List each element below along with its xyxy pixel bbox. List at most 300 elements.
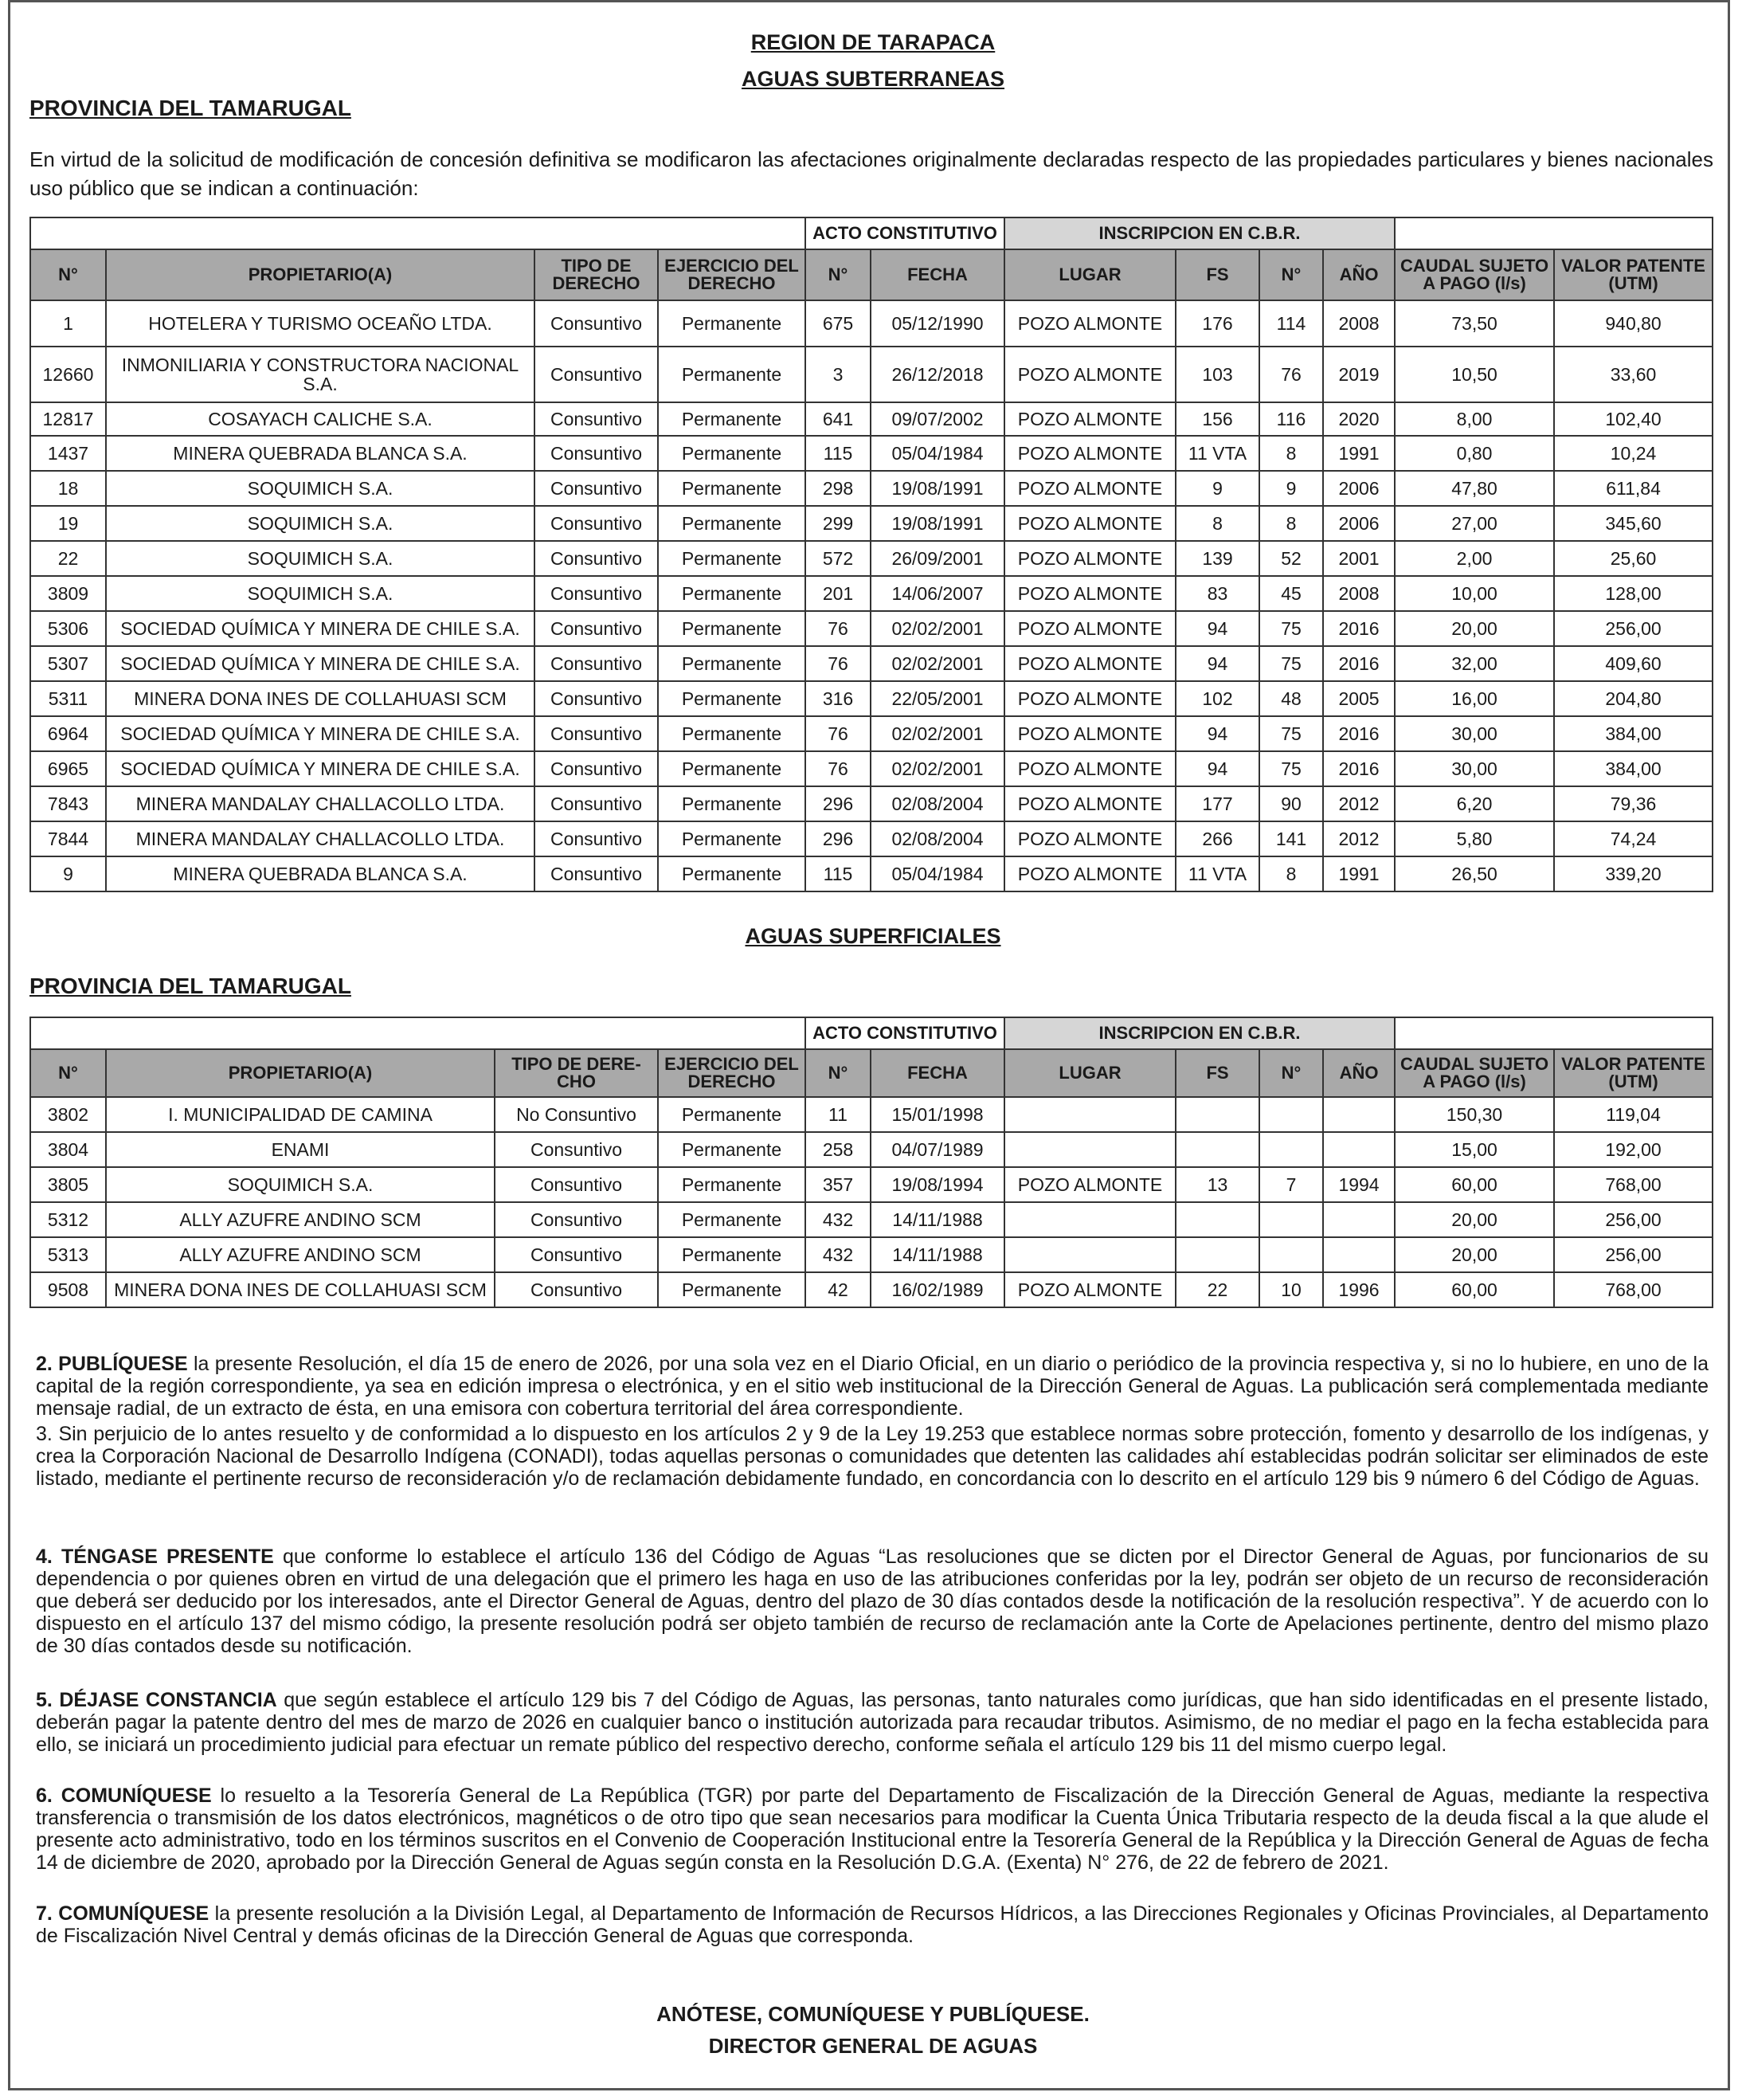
col-lugar: LUGAR bbox=[1004, 1049, 1176, 1097]
cell-ejercicio: Permanente bbox=[658, 402, 805, 436]
cell-valor: 119,04 bbox=[1554, 1097, 1713, 1132]
cell-acto-n: 3 bbox=[805, 347, 871, 402]
cell-acto-n: 675 bbox=[805, 300, 871, 347]
cell-tipo: Consuntivo bbox=[534, 576, 658, 611]
cell-propietario: SOQUIMICH S.A. bbox=[106, 1167, 495, 1202]
cell-fs: 13 bbox=[1176, 1167, 1259, 1202]
cell-anio: 2020 bbox=[1323, 402, 1395, 436]
cell-caudal: 8,00 bbox=[1395, 402, 1554, 436]
cell-acto-n: 316 bbox=[805, 681, 871, 716]
cell-valor: 74,24 bbox=[1554, 821, 1713, 856]
cell-tipo: Consuntivo bbox=[534, 786, 658, 821]
cell-lugar: POZO ALMONTE bbox=[1004, 646, 1176, 681]
cell-lugar: POZO ALMONTE bbox=[1004, 751, 1176, 786]
paragraph-6-body: lo resuelto a la Tesorería General de La República (TGR) por parte del Departamento de Fiscalización de la Dirección General de Aguas, mediante la respectiva transferencia o transmisión de los datos electrónicos, magnéticos o de otro tipo que sean necesarios para modificar la Cuenta Única Tributaria respecto de la deuda fiscal a la que alude el presente acto administrativo, todo en los términos suscritos en el Convenio de Cooperación Institucional entre la Tesorería General de la República y la Dirección General de Aguas de fecha 14 de diciembre de 2020, aprobado por la Dirección General de Aguas según consta en la Resolución D.G.A. (Exenta) N° 276, de 22 de febrero de 2021. bbox=[36, 1785, 1709, 1874]
col-lugar: LUGAR bbox=[1004, 249, 1176, 300]
cell-fs: 11 VTA bbox=[1176, 856, 1259, 891]
cell-tipo: No Consuntivo bbox=[495, 1097, 658, 1132]
cell-fecha: 16/02/1989 bbox=[871, 1272, 1004, 1307]
cell-fecha: 04/07/1989 bbox=[871, 1132, 1004, 1167]
cell-ejercicio: Permanente bbox=[658, 1202, 805, 1237]
cell-ejercicio: Permanente bbox=[658, 1167, 805, 1202]
cell-fecha: 02/08/2004 bbox=[871, 821, 1004, 856]
cell-tipo: Consuntivo bbox=[495, 1132, 658, 1167]
cell-ejercicio: Permanente bbox=[658, 646, 805, 681]
cell-caudal: 60,00 bbox=[1395, 1167, 1554, 1202]
cell-n: 9 bbox=[30, 856, 106, 891]
cell-caudal: 10,00 bbox=[1395, 576, 1554, 611]
cell-anio: 2008 bbox=[1323, 300, 1395, 347]
table-row bbox=[30, 541, 1713, 576]
cell-propietario: MINERA QUEBRADA BLANCA S.A. bbox=[106, 856, 534, 891]
cell-lugar: POZO ALMONTE bbox=[1004, 471, 1176, 506]
cell-valor: 384,00 bbox=[1554, 716, 1713, 751]
cell-anio: 1991 bbox=[1323, 856, 1395, 891]
cell-anio: 2006 bbox=[1323, 506, 1395, 541]
cell-acto-n: 299 bbox=[805, 506, 871, 541]
cell-fs: 103 bbox=[1176, 347, 1259, 402]
table-row bbox=[30, 1132, 1713, 1167]
intro-paragraph: En virtud de la solicitud de modificación de concesión definitiva se modificaron las afectaciones originalmente declaradas respecto de las propiedades particulares y bienes nacionales uso público que se indican a continuación: bbox=[29, 147, 1713, 200]
cell-anio: 2016 bbox=[1323, 751, 1395, 786]
cell-acto-n: 296 bbox=[805, 821, 871, 856]
paragraph-7 bbox=[36, 1902, 1709, 1947]
cell-n: 18 bbox=[30, 471, 106, 506]
cell-ejercicio: Permanente bbox=[658, 821, 805, 856]
cell-fs bbox=[1176, 1132, 1259, 1167]
paragraph-4-lead: 4. TÉNGASE PRESENTE bbox=[36, 1546, 274, 1568]
cell-lugar: POZO ALMONTE bbox=[1004, 347, 1176, 402]
cell-propietario: SOQUIMICH S.A. bbox=[106, 471, 534, 506]
cell-cbr-n bbox=[1259, 1202, 1323, 1237]
cell-fs: 22 bbox=[1176, 1272, 1259, 1307]
cell-tipo: Consuntivo bbox=[495, 1167, 658, 1202]
cell-propietario: SOCIEDAD QUÍMICA Y MINERA DE CHILE S.A. bbox=[106, 611, 534, 646]
cell-acto-n: 432 bbox=[805, 1237, 871, 1272]
cell-caudal: 30,00 bbox=[1395, 751, 1554, 786]
cell-acto-n: 76 bbox=[805, 646, 871, 681]
cell-fs: 9 bbox=[1176, 471, 1259, 506]
cell-lugar: POZO ALMONTE bbox=[1004, 681, 1176, 716]
cell-n: 3802 bbox=[30, 1097, 106, 1132]
table-row bbox=[30, 681, 1713, 716]
cell-tipo: Consuntivo bbox=[534, 856, 658, 891]
paragraph-7-lead: 7. COMUNÍQUESE bbox=[36, 1902, 209, 1925]
cell-valor: 10,24 bbox=[1554, 436, 1713, 471]
paragraph-2 bbox=[36, 1353, 1709, 1420]
cell-acto-n: 76 bbox=[805, 716, 871, 751]
cell-ejercicio: Permanente bbox=[658, 576, 805, 611]
cell-n: 3805 bbox=[30, 1167, 106, 1202]
cell-caudal: 20,00 bbox=[1395, 1202, 1554, 1237]
cell-caudal: 20,00 bbox=[1395, 1237, 1554, 1272]
paragraph-5-lead: 5. DÉJASE CONSTANCIA bbox=[36, 1689, 277, 1711]
cell-fecha: 05/04/1984 bbox=[871, 856, 1004, 891]
cell-lugar bbox=[1004, 1237, 1176, 1272]
paragraph-4-body: que conforme lo establece el artículo 136 del Código de Aguas “Las resoluciones que se dicten por el Director General de Aguas, por funcionarios de su dependencia o por quienes obren en virtud de una delegación que el primero les haga en uso de las atribuciones conferidas por la ley, podrán ser objeto de un recurso de reconsideración que deberá ser deducido por los interesados, ante el Director General de Aguas, dentro del plazo de 30 días contados desde la notificación de la resolución respectiva”. Y de acuerdo con lo dispuesto en el artículo 137 del mismo código, la presente resolución podrá ser objeto también de recurso de reclamación ante la Corte de Apelaciones pertinente, dentro del mismo plazo de 30 días contados desde su notificación. bbox=[36, 1546, 1709, 1657]
cell-acto-n: 432 bbox=[805, 1202, 871, 1237]
cell-valor: 128,00 bbox=[1554, 576, 1713, 611]
cell-caudal: 2,00 bbox=[1395, 541, 1554, 576]
cell-ejercicio: Permanente bbox=[658, 541, 805, 576]
cell-lugar: POZO ALMONTE bbox=[1004, 716, 1176, 751]
cell-lugar: POZO ALMONTE bbox=[1004, 436, 1176, 471]
col-n: N° bbox=[30, 249, 106, 300]
cell-valor: 345,60 bbox=[1554, 506, 1713, 541]
cell-valor: 339,20 bbox=[1554, 856, 1713, 891]
cell-cbr-n: 141 bbox=[1259, 821, 1323, 856]
col-caudal: CAUDAL SUJETO A PAGO (l/s) bbox=[1395, 249, 1554, 300]
superficiales-rows bbox=[30, 1097, 1713, 1307]
cell-lugar bbox=[1004, 1097, 1176, 1132]
cell-fecha: 02/08/2004 bbox=[871, 786, 1004, 821]
col-ejercicio: EJERCICIO DEL DERECHO bbox=[658, 1049, 805, 1097]
cell-cbr-n: 9 bbox=[1259, 471, 1323, 506]
col-fs: FS bbox=[1176, 249, 1259, 300]
paragraph-2-body: la presente Resolución, el día 15 de enero de 2026, por una sola vez en el Diario Oficial, en un diario o periódico de la provincia respectiva y, si no lo hubiere, en uno de la capital de la región correspondiente, ya sea en edición impresa o electrónica, y en el sitio web institucional de la Dirección General de Aguas. La publicación será complementada mediante mensaje radial, de un extracto de ésta, en una emisora con cobertura territorial del área correspondiente. bbox=[36, 1353, 1709, 1420]
cell-anio: 2019 bbox=[1323, 347, 1395, 402]
col-valor: VALOR PATENTE (UTM) bbox=[1554, 1049, 1713, 1097]
cell-propietario: MINERA DONA INES DE COLLAHUASI SCM bbox=[106, 1272, 495, 1307]
cell-propietario: SOCIEDAD QUÍMICA Y MINERA DE CHILE S.A. bbox=[106, 646, 534, 681]
cell-caudal: 73,50 bbox=[1395, 300, 1554, 347]
cell-n: 9508 bbox=[30, 1272, 106, 1307]
cell-fecha: 02/02/2001 bbox=[871, 751, 1004, 786]
cell-fs: 83 bbox=[1176, 576, 1259, 611]
col-cbr-n: N° bbox=[1259, 249, 1323, 300]
cell-lugar bbox=[1004, 1132, 1176, 1167]
cell-ejercicio: Permanente bbox=[658, 856, 805, 891]
col-valor: VALOR PATENTE (UTM) bbox=[1554, 249, 1713, 300]
cell-lugar: POZO ALMONTE bbox=[1004, 786, 1176, 821]
cell-anio: 2006 bbox=[1323, 471, 1395, 506]
paragraph-5 bbox=[36, 1689, 1709, 1756]
cell-anio: 1991 bbox=[1323, 436, 1395, 471]
paragraph-4 bbox=[36, 1546, 1709, 1657]
cell-propietario: ALLY AZUFRE ANDINO SCM bbox=[106, 1237, 495, 1272]
cell-lugar: POZO ALMONTE bbox=[1004, 402, 1176, 436]
cell-cbr-n bbox=[1259, 1237, 1323, 1272]
cell-n: 5306 bbox=[30, 611, 106, 646]
cell-cbr-n: 116 bbox=[1259, 402, 1323, 436]
table-row bbox=[30, 471, 1713, 506]
cell-cbr-n: 75 bbox=[1259, 611, 1323, 646]
cell-tipo: Consuntivo bbox=[495, 1202, 658, 1237]
cell-acto-n: 258 bbox=[805, 1132, 871, 1167]
cell-ejercicio: Permanente bbox=[658, 751, 805, 786]
blank-group-header bbox=[1395, 1017, 1713, 1049]
col-tipo: TIPO DE DERE-CHO bbox=[495, 1049, 658, 1097]
cell-anio: 2016 bbox=[1323, 611, 1395, 646]
closing-line-2: DIRECTOR GENERAL DE AGUAS bbox=[708, 2034, 1038, 2058]
cell-lugar: POZO ALMONTE bbox=[1004, 300, 1176, 347]
cell-caudal: 15,00 bbox=[1395, 1132, 1554, 1167]
cell-anio: 2008 bbox=[1323, 576, 1395, 611]
cell-propietario: MINERA QUEBRADA BLANCA S.A. bbox=[106, 436, 534, 471]
cell-ejercicio: Permanente bbox=[658, 1272, 805, 1307]
table-row bbox=[30, 1272, 1713, 1307]
cell-propietario: SOCIEDAD QUÍMICA Y MINERA DE CHILE S.A. bbox=[106, 751, 534, 786]
cell-cbr-n: 7 bbox=[1259, 1167, 1323, 1202]
cell-fecha: 05/12/1990 bbox=[871, 300, 1004, 347]
table-row bbox=[30, 1237, 1713, 1272]
cell-fecha: 02/02/2001 bbox=[871, 646, 1004, 681]
col-fecha: FECHA bbox=[871, 249, 1004, 300]
cell-valor: 33,60 bbox=[1554, 347, 1713, 402]
col-fs: FS bbox=[1176, 1049, 1259, 1097]
cell-fs: 8 bbox=[1176, 506, 1259, 541]
cell-ejercicio: Permanente bbox=[658, 347, 805, 402]
cell-cbr-n: 75 bbox=[1259, 716, 1323, 751]
table-row bbox=[30, 576, 1713, 611]
paragraph-6-lead: 6. COMUNÍQUESE bbox=[36, 1785, 212, 1807]
cell-valor: 102,40 bbox=[1554, 402, 1713, 436]
cell-caudal: 26,50 bbox=[1395, 856, 1554, 891]
superficiales-table bbox=[29, 1017, 1713, 1308]
cell-n: 6965 bbox=[30, 751, 106, 786]
table-row bbox=[30, 856, 1713, 891]
acto-constitutivo-header: ACTO CONSTITUTIVO bbox=[805, 1017, 1004, 1049]
cell-fs: 177 bbox=[1176, 786, 1259, 821]
closing-line-1: ANÓTESE, COMUNÍQUESE Y PUBLÍQUESE. bbox=[656, 2002, 1090, 2026]
cell-anio bbox=[1323, 1097, 1395, 1132]
table-row bbox=[30, 611, 1713, 646]
cell-valor: 204,80 bbox=[1554, 681, 1713, 716]
cell-anio: 1996 bbox=[1323, 1272, 1395, 1307]
cell-caudal: 0,80 bbox=[1395, 436, 1554, 471]
cell-n: 5312 bbox=[30, 1202, 106, 1237]
cell-n: 19 bbox=[30, 506, 106, 541]
cell-caudal: 60,00 bbox=[1395, 1272, 1554, 1307]
cell-ejercicio: Permanente bbox=[658, 611, 805, 646]
col-anio: AÑO bbox=[1323, 1049, 1395, 1097]
cell-propietario: I. MUNICIPALIDAD DE CAMINA bbox=[106, 1097, 495, 1132]
cell-valor: 192,00 bbox=[1554, 1132, 1713, 1167]
cell-fs: 11 VTA bbox=[1176, 436, 1259, 471]
cell-anio: 2016 bbox=[1323, 716, 1395, 751]
cell-tipo: Consuntivo bbox=[534, 716, 658, 751]
table-row bbox=[30, 1202, 1713, 1237]
cell-fs bbox=[1176, 1097, 1259, 1132]
paragraph-2-lead: 2. PUBLÍQUESE bbox=[36, 1353, 188, 1375]
cell-fs bbox=[1176, 1202, 1259, 1237]
paragraph-7-body: la presente resolución a la División Legal, al Departamento de Información de Recursos Hídricos, a las Direcciones Regionales y Oficinas Provinciales, al Departamento de Fiscalización Nivel Central y demás oficinas de la Dirección General de Aguas que corresponda. bbox=[36, 1902, 1709, 1947]
subterraneas-table bbox=[29, 217, 1713, 892]
cell-propietario: ENAMI bbox=[106, 1132, 495, 1167]
cell-tipo: Consuntivo bbox=[534, 402, 658, 436]
cell-lugar: POZO ALMONTE bbox=[1004, 611, 1176, 646]
cell-caudal: 6,20 bbox=[1395, 786, 1554, 821]
table-row bbox=[30, 1167, 1713, 1202]
cell-n: 3804 bbox=[30, 1132, 106, 1167]
cell-n: 3809 bbox=[30, 576, 106, 611]
cell-lugar: POZO ALMONTE bbox=[1004, 506, 1176, 541]
cell-caudal: 27,00 bbox=[1395, 506, 1554, 541]
province-heading-1: PROVINCIA DEL TAMARUGAL bbox=[29, 96, 351, 120]
cell-anio: 1994 bbox=[1323, 1167, 1395, 1202]
cell-fecha: 15/01/1998 bbox=[871, 1097, 1004, 1132]
cell-cbr-n bbox=[1259, 1132, 1323, 1167]
table-row bbox=[30, 786, 1713, 821]
cell-cbr-n: 114 bbox=[1259, 300, 1323, 347]
cell-n: 12660 bbox=[30, 347, 106, 402]
subterraneas-rows bbox=[30, 300, 1713, 891]
cell-fs: 94 bbox=[1176, 646, 1259, 681]
cell-cbr-n bbox=[1259, 1097, 1323, 1132]
cell-ejercicio: Permanente bbox=[658, 506, 805, 541]
cell-cbr-n: 76 bbox=[1259, 347, 1323, 402]
cell-valor: 768,00 bbox=[1554, 1272, 1713, 1307]
cell-anio: 2001 bbox=[1323, 541, 1395, 576]
cell-cbr-n: 75 bbox=[1259, 751, 1323, 786]
province-heading-2: PROVINCIA DEL TAMARUGAL bbox=[29, 974, 351, 998]
cell-tipo: Consuntivo bbox=[534, 347, 658, 402]
cell-n: 12817 bbox=[30, 402, 106, 436]
cell-propietario: SOQUIMICH S.A. bbox=[106, 506, 534, 541]
cell-fecha: 09/07/2002 bbox=[871, 402, 1004, 436]
cell-n: 7844 bbox=[30, 821, 106, 856]
table-row bbox=[30, 751, 1713, 786]
cell-anio: 2016 bbox=[1323, 646, 1395, 681]
cell-tipo: Consuntivo bbox=[534, 541, 658, 576]
cell-tipo: Consuntivo bbox=[534, 821, 658, 856]
cell-valor: 25,60 bbox=[1554, 541, 1713, 576]
cell-cbr-n: 48 bbox=[1259, 681, 1323, 716]
cell-valor: 79,36 bbox=[1554, 786, 1713, 821]
cell-tipo: Consuntivo bbox=[534, 300, 658, 347]
cell-fecha: 19/08/1991 bbox=[871, 506, 1004, 541]
cell-acto-n: 42 bbox=[805, 1272, 871, 1307]
table-row bbox=[30, 436, 1713, 471]
cell-fs: 176 bbox=[1176, 300, 1259, 347]
cell-tipo: Consuntivo bbox=[534, 681, 658, 716]
cell-fs: 266 bbox=[1176, 821, 1259, 856]
cell-n: 22 bbox=[30, 541, 106, 576]
cell-tipo: Consuntivo bbox=[495, 1237, 658, 1272]
table-row bbox=[30, 347, 1713, 402]
cell-n: 5313 bbox=[30, 1237, 106, 1272]
cell-cbr-n: 45 bbox=[1259, 576, 1323, 611]
cell-lugar: POZO ALMONTE bbox=[1004, 541, 1176, 576]
cell-propietario: MINERA MANDALAY CHALLACOLLO LTDA. bbox=[106, 821, 534, 856]
cell-anio bbox=[1323, 1202, 1395, 1237]
cell-tipo: Consuntivo bbox=[534, 506, 658, 541]
cell-tipo: Consuntivo bbox=[534, 611, 658, 646]
cell-anio bbox=[1323, 1132, 1395, 1167]
cell-cbr-n: 8 bbox=[1259, 436, 1323, 471]
cell-propietario: MINERA DONA INES DE COLLAHUASI SCM bbox=[106, 681, 534, 716]
cell-propietario: SOQUIMICH S.A. bbox=[106, 576, 534, 611]
col-caudal: CAUDAL SUJETO A PAGO (l/s) bbox=[1395, 1049, 1554, 1097]
cell-ejercicio: Permanente bbox=[658, 436, 805, 471]
cell-cbr-n: 90 bbox=[1259, 786, 1323, 821]
cell-propietario: MINERA MANDALAY CHALLACOLLO LTDA. bbox=[106, 786, 534, 821]
subterraneas-title: AGUAS SUBTERRANEAS bbox=[741, 67, 1005, 91]
cell-caudal: 150,30 bbox=[1395, 1097, 1554, 1132]
cell-propietario: INMONILIARIA Y CONSTRUCTORA NACIONAL S.A. bbox=[106, 347, 534, 402]
cell-anio bbox=[1323, 1237, 1395, 1272]
cell-fs bbox=[1176, 1237, 1259, 1272]
cell-fs: 94 bbox=[1176, 751, 1259, 786]
cell-ejercicio: Permanente bbox=[658, 1132, 805, 1167]
cell-cbr-n: 8 bbox=[1259, 856, 1323, 891]
cell-acto-n: 201 bbox=[805, 576, 871, 611]
cell-caudal: 47,80 bbox=[1395, 471, 1554, 506]
cell-caudal: 30,00 bbox=[1395, 716, 1554, 751]
cell-caudal: 16,00 bbox=[1395, 681, 1554, 716]
cell-valor: 409,60 bbox=[1554, 646, 1713, 681]
cell-caudal: 20,00 bbox=[1395, 611, 1554, 646]
table-row bbox=[30, 1097, 1713, 1132]
table-row bbox=[30, 821, 1713, 856]
cell-acto-n: 572 bbox=[805, 541, 871, 576]
cell-fecha: 05/04/1984 bbox=[871, 436, 1004, 471]
cell-cbr-n: 10 bbox=[1259, 1272, 1323, 1307]
superficiales-title: AGUAS SUPERFICIALES bbox=[745, 924, 1001, 948]
cell-acto-n: 11 bbox=[805, 1097, 871, 1132]
cell-anio: 2005 bbox=[1323, 681, 1395, 716]
cell-lugar: POZO ALMONTE bbox=[1004, 856, 1176, 891]
cell-n: 1 bbox=[30, 300, 106, 347]
cell-fecha: 02/02/2001 bbox=[871, 716, 1004, 751]
cell-ejercicio: Permanente bbox=[658, 1237, 805, 1272]
col-propietario: PROPIETARIO(A) bbox=[106, 1049, 495, 1097]
blank-group-header bbox=[1395, 217, 1713, 249]
cell-caudal: 5,80 bbox=[1395, 821, 1554, 856]
table-row bbox=[30, 402, 1713, 436]
cell-cbr-n: 52 bbox=[1259, 541, 1323, 576]
cell-valor: 256,00 bbox=[1554, 1202, 1713, 1237]
col-anio: AÑO bbox=[1323, 249, 1395, 300]
col-fecha: FECHA bbox=[871, 1049, 1004, 1097]
col-cbr-n: N° bbox=[1259, 1049, 1323, 1097]
cell-fecha: 19/08/1994 bbox=[871, 1167, 1004, 1202]
cell-valor: 256,00 bbox=[1554, 1237, 1713, 1272]
cell-acto-n: 298 bbox=[805, 471, 871, 506]
cell-acto-n: 296 bbox=[805, 786, 871, 821]
cell-valor: 768,00 bbox=[1554, 1167, 1713, 1202]
cell-fecha: 14/11/1988 bbox=[871, 1237, 1004, 1272]
cell-valor: 611,84 bbox=[1554, 471, 1713, 506]
cell-ejercicio: Permanente bbox=[658, 300, 805, 347]
cell-propietario: SOQUIMICH S.A. bbox=[106, 541, 534, 576]
cell-lugar: POZO ALMONTE bbox=[1004, 576, 1176, 611]
cell-tipo: Consuntivo bbox=[534, 436, 658, 471]
cell-anio: 2012 bbox=[1323, 786, 1395, 821]
cell-lugar: POZO ALMONTE bbox=[1004, 1272, 1176, 1307]
col-ejercicio: EJERCICIO DEL DERECHO bbox=[658, 249, 805, 300]
cell-fs: 94 bbox=[1176, 716, 1259, 751]
cell-ejercicio: Permanente bbox=[658, 1097, 805, 1132]
cell-fecha: 26/09/2001 bbox=[871, 541, 1004, 576]
cell-propietario: SOCIEDAD QUÍMICA Y MINERA DE CHILE S.A. bbox=[106, 716, 534, 751]
region-title: REGION DE TARAPACA bbox=[750, 30, 996, 54]
cell-fecha: 14/06/2007 bbox=[871, 576, 1004, 611]
col-acto-n: N° bbox=[805, 249, 871, 300]
cell-anio: 2012 bbox=[1323, 821, 1395, 856]
col-acto-n: N° bbox=[805, 1049, 871, 1097]
cell-fecha: 14/11/1988 bbox=[871, 1202, 1004, 1237]
cell-tipo: Consuntivo bbox=[534, 751, 658, 786]
cell-fecha: 02/02/2001 bbox=[871, 611, 1004, 646]
cell-tipo: Consuntivo bbox=[534, 471, 658, 506]
cell-cbr-n: 8 bbox=[1259, 506, 1323, 541]
cell-ejercicio: Permanente bbox=[658, 681, 805, 716]
table-row bbox=[30, 300, 1713, 347]
col-propietario: PROPIETARIO(A) bbox=[106, 249, 534, 300]
cell-n: 7843 bbox=[30, 786, 106, 821]
cell-caudal: 10,50 bbox=[1395, 347, 1554, 402]
